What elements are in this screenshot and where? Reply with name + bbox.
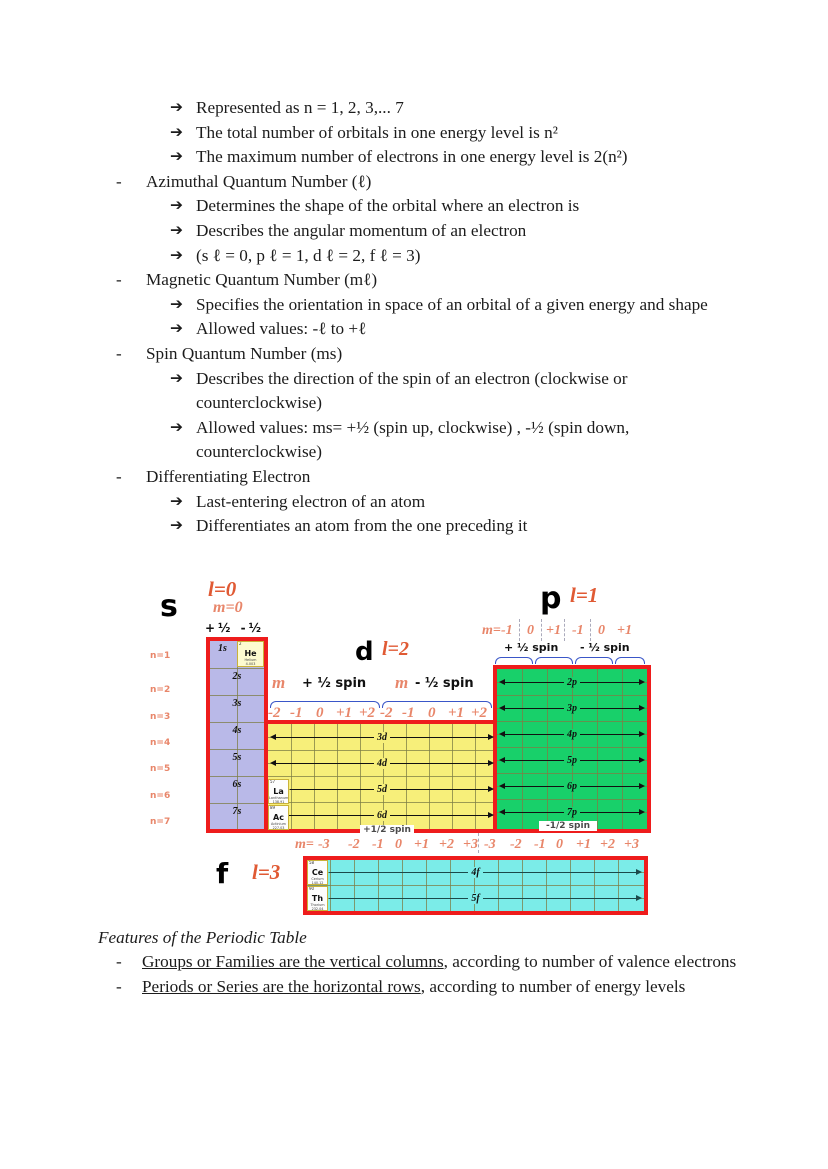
- element-number: 57: [270, 779, 276, 784]
- p-m-left-2: +1: [546, 623, 561, 638]
- element-symbol: Ac: [273, 813, 284, 822]
- features-list: [108, 950, 748, 999]
- f-m-right-2: -1: [534, 837, 546, 852]
- list-item: [108, 416, 748, 465]
- p-m-left-1: 0: [527, 623, 534, 638]
- dash-bullet-icon: -: [116, 952, 122, 971]
- f-orbital-4f: 4f: [468, 867, 482, 878]
- p-m-right-2: +1: [617, 623, 632, 638]
- p-orbital-row-5p: [497, 753, 647, 767]
- element-mass: 4.003: [245, 662, 256, 666]
- arrow-bullet-icon: ➔: [170, 221, 183, 239]
- s-block-letter: s: [160, 589, 178, 624]
- f-m-left-0: -3: [318, 837, 330, 852]
- d-m-symbol-left: m: [272, 673, 286, 692]
- arrow-bullet-icon: ➔: [170, 148, 183, 166]
- p-orbital-5p: 5p: [564, 755, 580, 766]
- p-brace-4: [615, 657, 645, 664]
- list-item-text: Describes the direction of the spin of an electron (clockwise or counterclockwise): [196, 368, 628, 413]
- element-symbol: Th: [311, 894, 324, 903]
- p-orbital-7p: 7p: [564, 807, 580, 818]
- d-m-right-4: +2: [471, 705, 488, 721]
- p-block-l-value: l=1: [570, 583, 599, 607]
- p-m-right-1: 0: [598, 623, 605, 638]
- d-spin-right-label: - ½ spin: [415, 676, 474, 691]
- n-label-3: n=3: [150, 712, 171, 722]
- underlined-term: Groups or Families are the vertical columns: [142, 952, 444, 971]
- d-m-left-2: 0: [316, 705, 324, 721]
- list-item-text: Allowed values: -ℓ to +ℓ: [196, 319, 367, 339]
- d-m-right-3: +1: [448, 705, 465, 721]
- n-label-7: n=7: [150, 817, 171, 827]
- p-orbital-4p: 4p: [564, 729, 580, 740]
- page-section-heading: Features of the Periodic Table: [98, 928, 307, 947]
- p-orbital-row-6p: [497, 779, 647, 793]
- p-brace-2: [535, 657, 573, 664]
- list-item: [108, 367, 748, 416]
- n-label-5: n=5: [150, 764, 171, 774]
- element-symbol: La: [273, 787, 284, 796]
- d-block-l-value: l=2: [382, 638, 409, 660]
- list-item: [108, 342, 748, 367]
- p-orbital-row-7p: [497, 805, 647, 819]
- p-block-box: [493, 665, 651, 833]
- list-item-text: The maximum number of electrons in one energy level is 2(n²): [196, 147, 628, 167]
- d-spin-left-label: + ½ spin: [302, 676, 367, 691]
- element-number: 90: [309, 886, 315, 891]
- f-block-letter: f: [216, 857, 229, 890]
- s-block-m-value: m=0: [213, 599, 243, 616]
- list-item: [108, 170, 748, 195]
- list-item: [108, 145, 748, 170]
- p-spin-right-label: - ½ spin: [580, 641, 630, 654]
- d-m-right-1: -1: [402, 705, 415, 721]
- f-m-right-4: +1: [576, 837, 591, 852]
- list-item: [108, 975, 748, 1000]
- f-m-left-5: +2: [439, 837, 454, 852]
- list-item-text: Magnetic Quantum Number (mℓ): [146, 270, 378, 290]
- p-orbital-row-4p: [497, 727, 647, 741]
- p-m-left-0: -1: [501, 623, 513, 638]
- list-item: [108, 121, 748, 146]
- list-item: [108, 950, 748, 975]
- element-name: Lanthanum: [269, 796, 289, 800]
- d-m-left-1: -1: [290, 705, 303, 721]
- f-block-box: [303, 856, 648, 915]
- list-item-text: Last-entering electron of an atom: [196, 491, 426, 511]
- n-label-4: n=4: [150, 738, 171, 748]
- n-label-6: n=6: [150, 791, 171, 801]
- p-m-prefix: m=: [482, 623, 501, 638]
- list-item: [108, 219, 748, 244]
- p-orbital-row-3p: [497, 701, 647, 715]
- s-orbital-4s: 4s: [232, 725, 242, 736]
- f-orbital-row-4f: [307, 865, 644, 879]
- d-orbital-5d: 5d: [374, 784, 390, 795]
- f-m-left-6: +3: [463, 837, 478, 852]
- d-orbital-6d: 6d: [374, 810, 390, 821]
- list-item-text: Azimuthal Quantum Number (ℓ): [146, 171, 372, 191]
- arrow-bullet-icon: ➔: [170, 246, 183, 264]
- list-item-text: [142, 950, 748, 975]
- d-bottom-spin-left: +1/2 spin: [360, 825, 414, 835]
- list-item: [108, 268, 748, 293]
- d-m-right-0: -2: [380, 705, 393, 721]
- dash-bullet-icon: -: [116, 343, 122, 363]
- dash-bullet-icon: -: [116, 466, 122, 486]
- d-block-box: [264, 720, 500, 833]
- arrow-bullet-icon: ➔: [170, 99, 183, 116]
- arrow-bullet-icon: ➔: [170, 295, 183, 313]
- element-name: Actinium: [271, 822, 286, 826]
- list-item-text: Differentiating Electron: [146, 466, 311, 486]
- element-cell-ce: [307, 860, 328, 885]
- arrow-bullet-icon: ➔: [170, 369, 183, 387]
- s-orbital-3s: 3s: [232, 698, 242, 709]
- underlined-term: Periods or Series are the horizontal rows: [142, 976, 421, 996]
- f-m-right-1: -2: [510, 837, 522, 852]
- element-mass: 138.91: [272, 800, 285, 804]
- s-block-box: [206, 637, 268, 833]
- p-block-letter: p: [540, 581, 562, 616]
- list-item: [108, 244, 748, 269]
- arrow-bullet-icon: ➔: [170, 517, 183, 535]
- s-orbital-2s: 2s: [232, 671, 242, 682]
- f-m-right-6: +3: [624, 837, 639, 852]
- d-orbital-4d: 4d: [374, 758, 390, 769]
- p-brace-3: [575, 657, 613, 664]
- arrow-bullet-icon: ➔: [170, 492, 183, 510]
- p-m-right-0: -1: [572, 623, 584, 638]
- p-brace-1: [495, 657, 533, 664]
- d-orbital-row-3d: [268, 730, 496, 744]
- f-orbital-5f: 5f: [468, 893, 482, 904]
- s-orbital-5s: 5s: [232, 752, 242, 763]
- p-orbital-3p: 3p: [564, 703, 580, 714]
- element-cell-la: [268, 779, 289, 804]
- p-spin-left-label: + ½ spin: [504, 641, 559, 654]
- p-orbital-6p: 6p: [564, 781, 580, 792]
- element-mass: 227.03: [272, 826, 285, 830]
- list-item: [108, 293, 748, 318]
- d-m-right-2: 0: [428, 705, 436, 721]
- list-item-text: Differentiates an atom from the one preceding it: [196, 516, 528, 536]
- list-item-rest: , according to number of energy levels: [420, 976, 686, 996]
- list-item-text: Represented as n = 1, 2, 3,... 7: [196, 98, 404, 117]
- arrow-bullet-icon: ➔: [170, 123, 183, 141]
- d-m-left-4: +2: [359, 705, 376, 721]
- element-name: Cerium: [311, 877, 324, 881]
- element-cell-he: [237, 641, 264, 667]
- orbital-periodic-table-diagram: [150, 575, 675, 920]
- list-item: [108, 490, 748, 515]
- list-item: [108, 514, 748, 539]
- outline-list: [108, 96, 748, 539]
- n-label-1: n=1: [150, 651, 171, 661]
- element-cell-th: [307, 886, 328, 911]
- d-orbital-3d: 3d: [374, 732, 390, 743]
- d-m-left-0: -2: [268, 705, 281, 721]
- f-m-left-3: 0: [395, 837, 402, 852]
- list-item: [108, 194, 748, 219]
- dash-bullet-icon: -: [116, 171, 122, 191]
- p-bottom-spin-right: -1/2 spin: [539, 821, 597, 831]
- element-mass: 140.12: [311, 881, 324, 885]
- dash-bullet-icon: -: [116, 976, 122, 996]
- element-number: 58: [309, 860, 315, 865]
- f-m-right-5: +2: [600, 837, 615, 852]
- list-item-text: (s ℓ = 0, p ℓ = 1, d ℓ = 2, f ℓ = 3): [196, 245, 421, 265]
- p-orbital-2p: 2p: [564, 677, 580, 688]
- element-symbol: He: [244, 649, 257, 658]
- f-m-left-2: -1: [372, 837, 384, 852]
- element-cell-ac: [268, 805, 289, 830]
- s-orbital-7s: 7s: [232, 806, 242, 817]
- list-item-text: Describes the angular momentum of an electron: [196, 220, 527, 240]
- element-number: 89: [270, 805, 276, 810]
- n-label-2: n=2: [150, 685, 171, 695]
- element-name: Thorium: [310, 903, 325, 907]
- element-mass: 232.04: [311, 907, 324, 911]
- list-item: [108, 317, 748, 342]
- p-orbital-row-2p: [497, 675, 647, 689]
- d-block-letter: d: [355, 637, 374, 667]
- d-orbital-row-4d: [268, 756, 496, 770]
- list-item-text: The total number of orbitals in one energy level is n²: [196, 122, 558, 142]
- list-item-rest: , according to number of valence electrons: [443, 952, 737, 971]
- arrow-bullet-icon: ➔: [170, 197, 183, 215]
- f-m-left-4: +1: [414, 837, 429, 852]
- element-number: 2: [239, 641, 242, 646]
- list-item-text: Spin Quantum Number (ms): [146, 343, 343, 363]
- f-m-right-3: 0: [556, 837, 563, 852]
- list-item-text: Allowed values: ms= +½ (spin up, clockwise) , -½ (spin down, counterclockwise): [196, 417, 630, 462]
- s-block-l-value: l=0: [208, 577, 237, 601]
- arrow-bullet-icon: ➔: [170, 320, 183, 338]
- list-item: [108, 96, 748, 121]
- list-item-text: [142, 975, 748, 1000]
- list-item-text: Determines the shape of the orbital where an electron is: [196, 196, 580, 216]
- f-m-prefix: m=: [295, 837, 314, 852]
- s-orbital-1s: 1s: [218, 643, 227, 654]
- list-item-text: Specifies the orientation in space of an orbital of a given energy and shape: [196, 294, 708, 314]
- element-name: Helium: [244, 658, 257, 662]
- s-block-spin-header: +½ -½: [205, 621, 265, 635]
- d-m-symbol-right: m: [395, 673, 409, 692]
- list-item: [108, 465, 748, 490]
- f-m-right-0: -3: [484, 837, 496, 852]
- dash-bullet-icon: -: [116, 270, 122, 290]
- element-symbol: Ce: [311, 868, 324, 877]
- s-orbital-6s: 6s: [232, 779, 242, 790]
- f-m-left-1: -2: [348, 837, 360, 852]
- d-m-left-3: +1: [336, 705, 353, 721]
- arrow-bullet-icon: ➔: [170, 418, 183, 436]
- f-orbital-row-5f: [307, 891, 644, 905]
- f-block-l-value: l=3: [252, 860, 281, 884]
